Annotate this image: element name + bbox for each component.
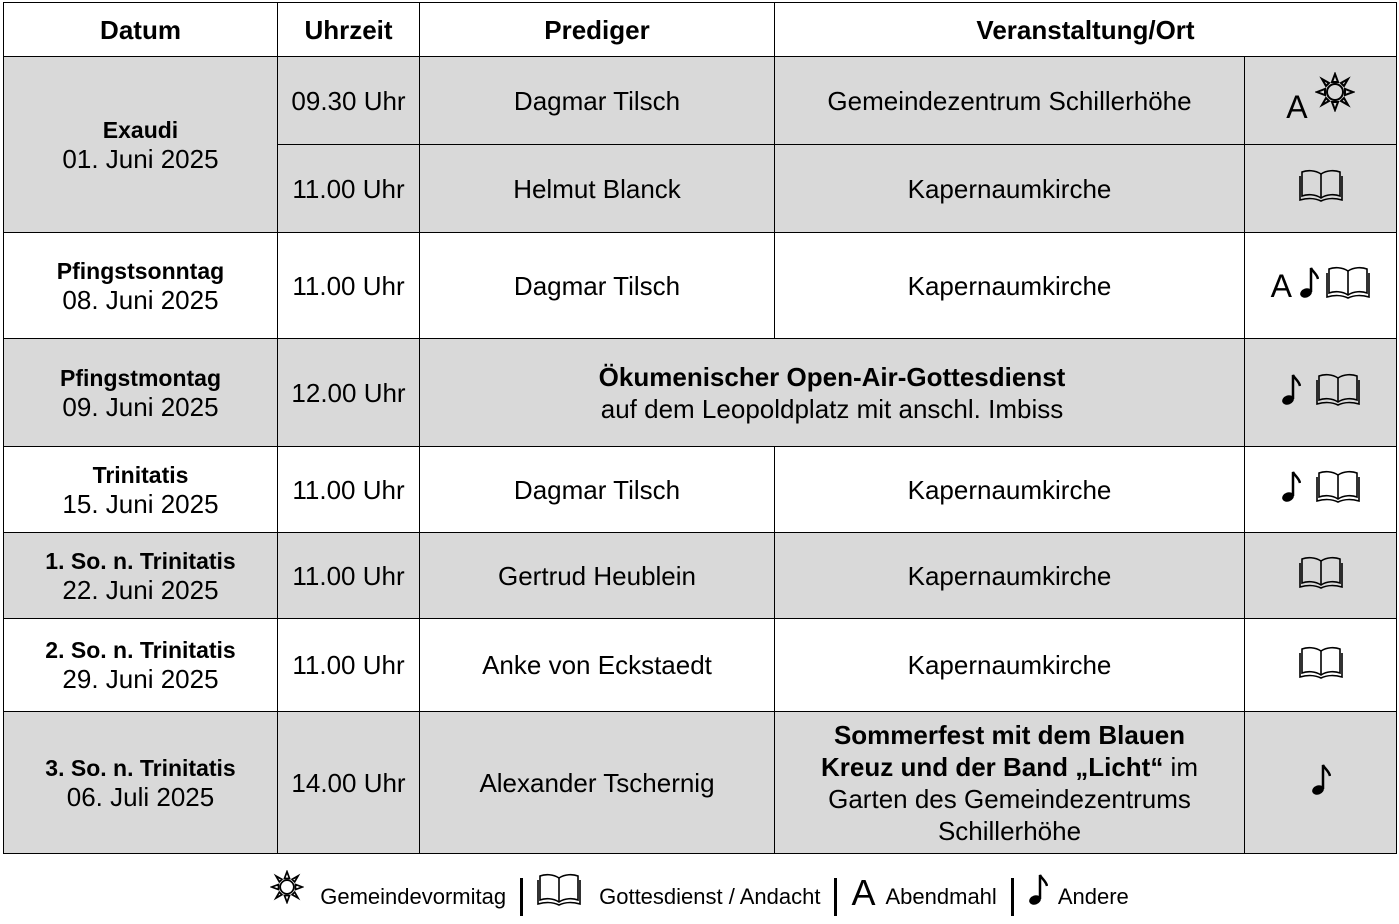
note-icon [1281,372,1301,413]
note-icon [1028,872,1048,912]
day-name: 2. So. n. Trinitatis [45,637,236,663]
table-row [4,619,1397,712]
icon-cell [1245,145,1397,233]
book-icon [537,872,581,912]
sun-icon [1315,72,1355,119]
preacher-cell: Anke von Eckstaedt [420,619,775,712]
table-row [4,533,1397,619]
note-icon [1281,469,1301,510]
day-date: 09. Juni 2025 [62,391,219,422]
table-row [4,233,1397,339]
icon-cell [1245,712,1397,854]
legend-item-andere [1028,882,1129,912]
place-cell: Kapernaumkirche [775,619,1245,712]
date-cell [4,57,278,233]
time-cell: 09.30 Uhr [278,57,420,145]
place-cell: Kapernaumkirche [775,533,1245,619]
service-schedule-table [3,2,1397,854]
note-icon [1311,762,1331,803]
legend-item-abendmahl [851,872,997,913]
header-veranstaltung-ort: Veranstaltung/Ort [775,3,1397,57]
table-row [4,712,1397,854]
day-name: Trinitatis [92,461,189,488]
icon-cell [1245,57,1397,145]
preacher-cell: Dagmar Tilsch [420,233,775,339]
place-cell: Kapernaumkirche [775,447,1245,533]
place-cell: Kapernaumkirche [775,145,1245,233]
event-title: Ökumenischer Open-Air-Gottesdienst [598,361,1066,392]
time-cell: 12.00 Uhr [278,339,420,447]
place-cell [775,712,1245,854]
icon-legend [0,872,1399,922]
icon-cell [1245,447,1397,533]
legend-item-gemeindevormittag [270,884,506,910]
preacher-cell: Alexander Tschernig [420,712,775,854]
abendmahl-icon: A [1286,88,1308,125]
day-date: 01. Juni 2025 [62,143,219,174]
time-cell: 11.00 Uhr [278,233,420,339]
day-date: 08. Juni 2025 [62,284,219,315]
abendmahl-icon: A [851,872,876,913]
legend-separator [834,878,837,916]
legend-separator [520,878,523,916]
book-icon [1316,372,1360,413]
date-cell [4,619,278,712]
day-name: 1. So. n. Trinitatis [45,547,236,574]
icon-cell [1245,533,1397,619]
time-cell: 11.00 Uhr [278,447,420,533]
day-name: Pfingstsonntag [56,257,225,284]
table-row [4,339,1397,447]
sun-icon [270,870,304,910]
icon-cell [1245,619,1397,712]
preacher-cell: Dagmar Tilsch [420,57,775,145]
time-cell: 11.00 Uhr [278,619,420,712]
book-icon [1316,469,1360,510]
event-subtitle: auf dem Leopoldplatz mit anschl. Imbiss [600,393,1064,424]
date-cell [4,339,278,447]
book-icon [1326,265,1370,306]
legend-label-abendmahl: Abendmahl [885,884,997,909]
legend-label-andere: Andere [1057,884,1129,909]
day-name: Exaudi [102,116,179,143]
time-cell: 11.00 Uhr [278,533,420,619]
icon-cell [1245,339,1397,447]
book-icon [1299,555,1343,596]
time-cell: 11.00 Uhr [278,145,420,233]
place-rest-text: im Garten des Gemeindezentrums Schillerhöhe [828,751,1198,846]
note-icon [1299,265,1319,306]
legend-label-gottesdienst: Gottesdienst / Andacht [599,884,821,909]
legend-label-gemeindevormittag: Gemeindevormitag [320,884,507,909]
table-header-row [4,3,1397,57]
day-date: 22. Juni 2025 [62,574,219,605]
day-name: 3. So. n. Trinitatis [45,754,236,781]
event-cell [420,339,1245,447]
date-cell [4,233,278,339]
date-cell [4,447,278,533]
place-cell: Kapernaumkirche [775,233,1245,339]
table-row [4,57,1397,145]
preacher-cell: Helmut Blanck [420,145,775,233]
date-cell [4,712,278,854]
date-cell [4,533,278,619]
icon-cell [1245,233,1397,339]
day-date: 06. Juli 2025 [66,781,215,812]
time-cell: 14.00 Uhr [278,712,420,854]
day-name: Pfingstmontag [60,364,221,391]
day-date: 15. Juni 2025 [62,488,219,519]
abendmahl-icon: A [1270,267,1292,304]
place-cell: Gemeindezentrum Schillerhöhe [775,57,1245,145]
book-icon [1299,645,1343,686]
header-datum: Datum [4,3,278,57]
legend-item-gottesdienst [537,882,820,912]
book-icon [1299,168,1343,209]
place-bold-text: Sommerfest mit dem Blauen Kreuz und der Band „Licht“ [820,719,1186,782]
legend-separator [1011,878,1014,916]
header-prediger: Prediger [420,3,775,57]
preacher-cell: Dagmar Tilsch [420,447,775,533]
day-date: 29. Juni 2025 [62,664,219,694]
header-uhrzeit: Uhrzeit [278,3,420,57]
preacher-cell: Gertrud Heublein [420,533,775,619]
table-row [4,447,1397,533]
